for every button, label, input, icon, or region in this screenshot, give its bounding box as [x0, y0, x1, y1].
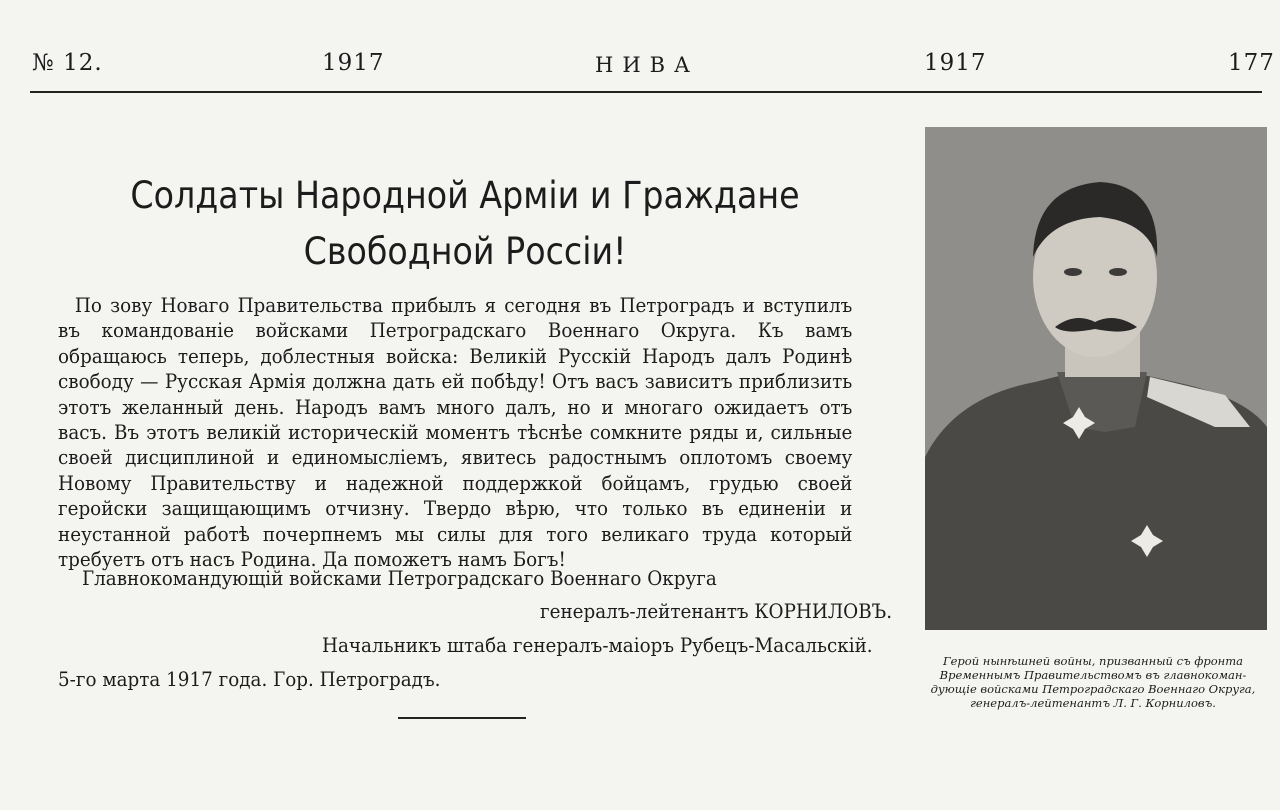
header-rule	[30, 91, 1262, 93]
year-left: 1917	[322, 50, 385, 76]
proclamation-body: По зову Новаго Правительства прибылъ я сегодня въ Петроградъ и вступилъ въ командованіе войсками Петроградскаго Военнаго Округа. Къ вамъ обращаюсь теперь, доблестныя войска: Великій Русскій Народъ далъ Родинѣ свободу — Русская Армія должна дать ей побѣду! Отъ васъ зависитъ приблизить этотъ желанный день. Народъ вамъ много далъ, но и многаго ожидаетъ отъ васъ. Въ этотъ великій историческій моментъ тѣснѣе сомкните ряды и, сильные своей дисциплиной и единомысліемъ, явитесь радостнымъ оплотомъ своему Новому Правительству и надежной поддержкой бойцамъ, грудью своей геройски защищающимъ отчизну. Твердо вѣрю, что только въ единеніи и неустанной работѣ почерпнемъ мы силы для того великаго труда который требуетъ отъ насъ Родина. Да поможетъ намъ Богъ!	[58, 294, 853, 572]
signature-name: генералъ-лейтенантъ КОРНИЛОВЪ.	[540, 600, 893, 623]
headline-line-2: Свободной Россіи!	[303, 230, 627, 273]
portrait-photo	[925, 127, 1267, 630]
magazine-title: НИВА	[595, 53, 699, 77]
portrait-illustration	[925, 127, 1267, 630]
date-place: 5-го марта 1917 года. Гор. Петроградъ.	[58, 668, 441, 691]
closing-rule	[398, 717, 526, 719]
proclamation-headline	[83, 168, 848, 280]
signature-title: Главнокомандующій войсками Петроградскаго Военнаго Округа	[82, 567, 717, 590]
page-number: 177	[1228, 50, 1275, 76]
caption-line: генералъ-лейтенантъ Л. Г. Корниловъ.	[970, 696, 1216, 710]
caption-line: дующіе войсками Петроградскаго Военнаго Округа,	[930, 682, 1256, 696]
caption-line: Герой нынѣшней войны, призванный съ фронта	[943, 654, 1243, 668]
caption-line: Временнымъ Правительствомъ въ главнокоман-	[939, 668, 1247, 682]
issue-number: № 12.	[32, 50, 103, 76]
headline-line-1: Солдаты Народной Арміи и Граждане	[130, 174, 800, 217]
year-right: 1917	[924, 50, 987, 76]
chief-of-staff: Начальникъ штаба генералъ-маіоръ Рубецъ-Масальскій.	[322, 634, 873, 657]
portrait-caption	[918, 654, 1268, 710]
